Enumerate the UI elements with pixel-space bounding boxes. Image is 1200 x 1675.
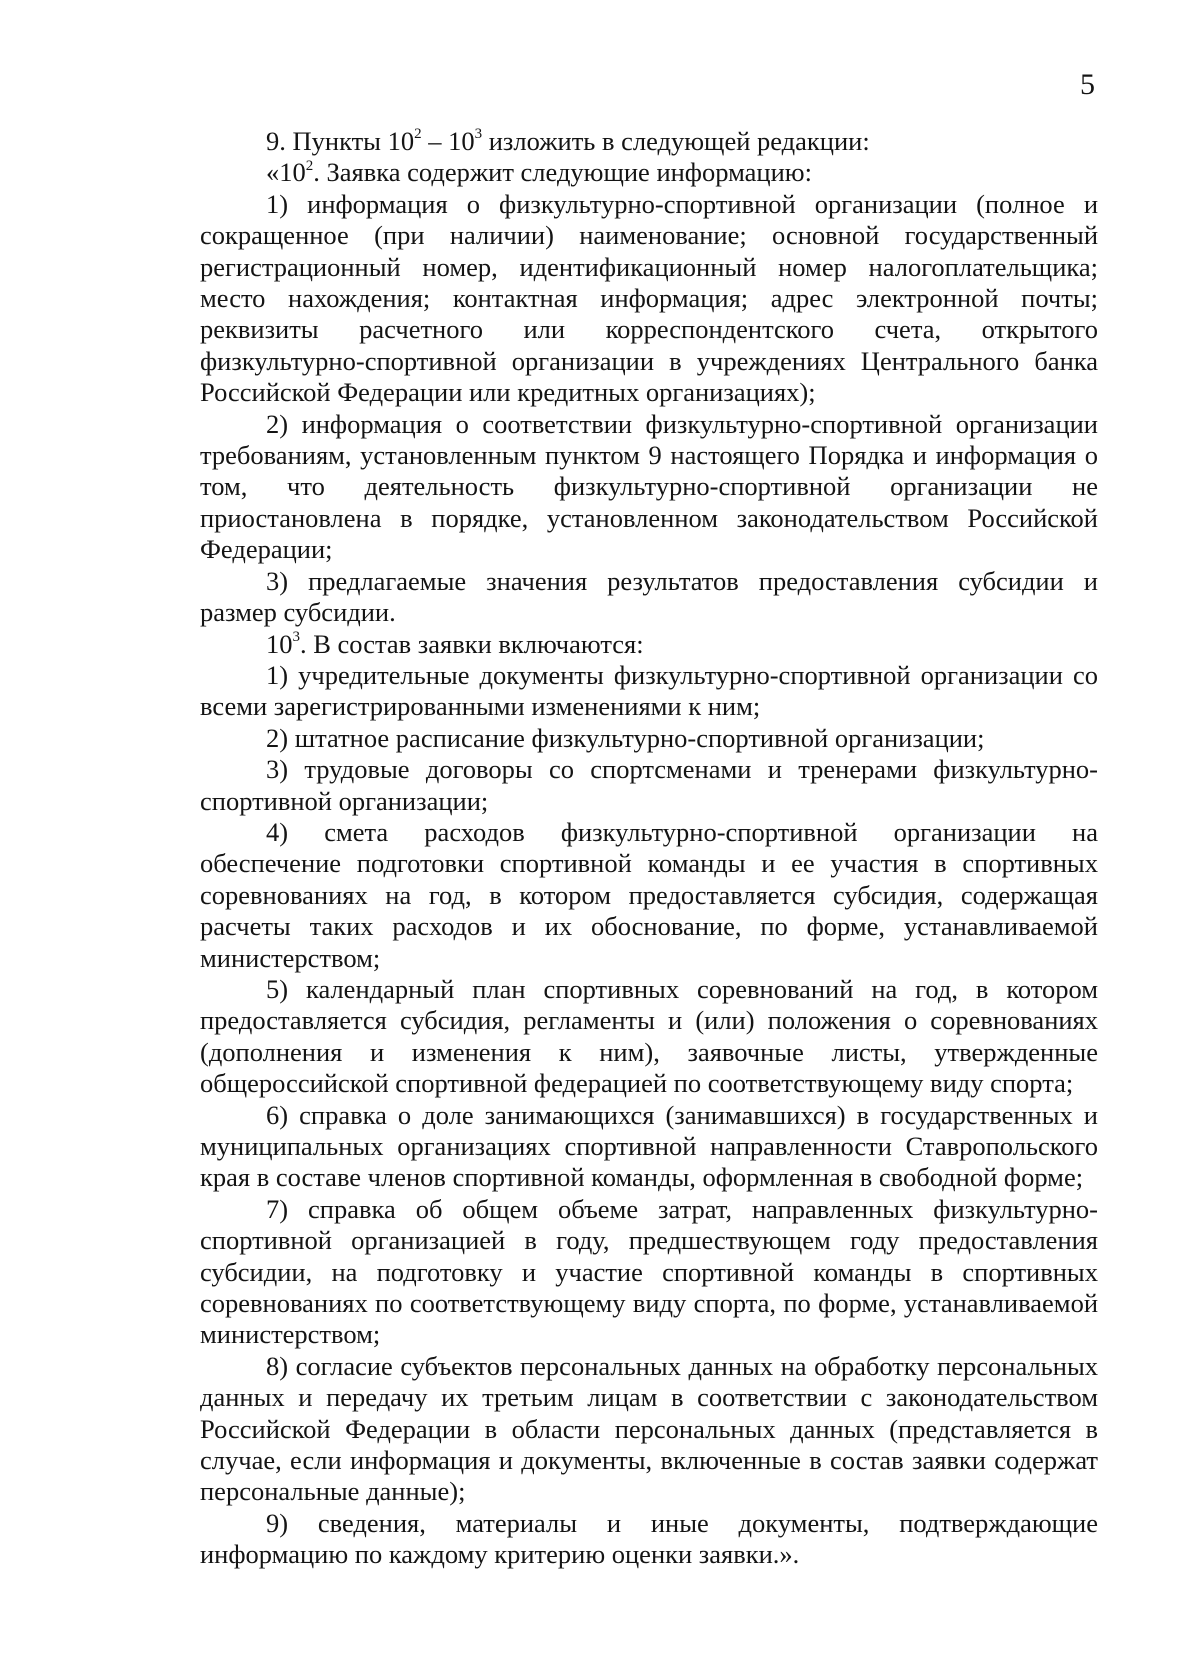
section-102-item-3: 3) предлагаемые значения результатов предоставления субсидии и размер субсидии.	[200, 565, 1098, 628]
intro-suffix: изложить в следующей редакции:	[482, 126, 870, 156]
section-103-item-7: 7) справка об общем объеме затрат, направленных физкультурно-спортивной организацией в году, предшествующем году предоставления субсидии, на подготовку и участие спортивной команды в спортивных соревнованиях по соответствующему виду спорта, по форме, устанавливаемой министерством;	[200, 1193, 1098, 1350]
section-102-item-2: 2) информация о соответствии физкультурно-спортивной организации требованиям, установленным пунктом 9 настоящего Порядка и информация о том, что деятельность физкультурно-спортивной организации не приостановлена в порядке, установленном законодательством Российской Федерации;	[200, 408, 1098, 565]
section-103-prefix: 10	[266, 628, 293, 659]
section-103-item-4: 4) смета расходов физкультурно-спортивной организации на обеспечение подготовки спортивной команды и ее участия в спортивных соревнованиях на год, в котором предоставляется субсидия, содержащая расчеты таких расходов и их обоснование, по форме, устанавливаемой министерством;	[200, 816, 1098, 973]
section-103-item-3: 3) трудовые договоры со спортсменами и тренерами физкультурно-спортивной организации;	[200, 754, 1098, 816]
intro-middle: – 10	[421, 126, 475, 156]
intro-paragraph	[200, 126, 1098, 157]
section-103-item-6: 6) справка о доле занимающихся (занимавшихся) в государственных и муниципальных организациях спортивной направленности Ставропольского края в составе членов спортивной команды, оформленная в свободной форме;	[200, 1099, 1098, 1193]
section-103-heading	[200, 629, 1098, 660]
section-103-text: . В состав заявки включаются:	[300, 628, 644, 659]
section-102-superscript: 2	[305, 157, 314, 174]
section-103-item-8: 8) согласие субъектов персональных данных на обработку персональных данных и передачу их третьим лицам в соответствии с законодательством Российской Федерации в области персональных данных (представляется в случае, если информация и документы, включенные в состав заявки содержат персональные данные);	[200, 1350, 1098, 1507]
intro-superscript-a: 2	[414, 126, 422, 143]
section-102-prefix: «10	[266, 157, 306, 188]
section-102-text: . Заявка содержит следующие информацию:	[313, 157, 812, 188]
page-number: 5	[1080, 68, 1095, 101]
section-103-item-2: 2) штатное расписание физкультурно-спортивной организации;	[266, 722, 985, 753]
section-103-item-9: 9) сведения, материалы и иные документы, подтверждающие информацию по каждому критерию оценки заявки.».	[200, 1507, 1098, 1570]
section-103-item-5: 5) календарный план спортивных соревнований на год, в котором предоставляется субсидия, регламенты и (или) положения о соревнованиях (дополнения и изменения к ним), заявочные листы, утвержденные общероссийской спортивной федерацией по соответствующему виду спорта;	[200, 973, 1098, 1099]
section-102-heading	[200, 157, 1098, 188]
section-103-item-1: 1) учредительные документы физкультурно-спортивной организации со всеми зарегистрированными изменениями к ним;	[200, 659, 1098, 722]
section-103-superscript: 3	[292, 628, 300, 645]
intro-superscript-b: 3	[474, 126, 483, 143]
section-102-item-1: 1) информация о физкультурно-спортивной организации (полное и сокращенное (при наличии) наименование; основной государственный регистрационный номер, идентификационный номер налогоплательщика; место нахождения; контактная информация; адрес электронной почты; реквизиты расчетного или корреспондентского счета, открытого физкультурно-спортивной организации в учреждениях Центрального банка Российской Федерации или кредитных организациях);	[200, 188, 1098, 408]
document-body	[200, 126, 1098, 1571]
intro-prefix: 9. Пункты 10	[266, 126, 415, 156]
